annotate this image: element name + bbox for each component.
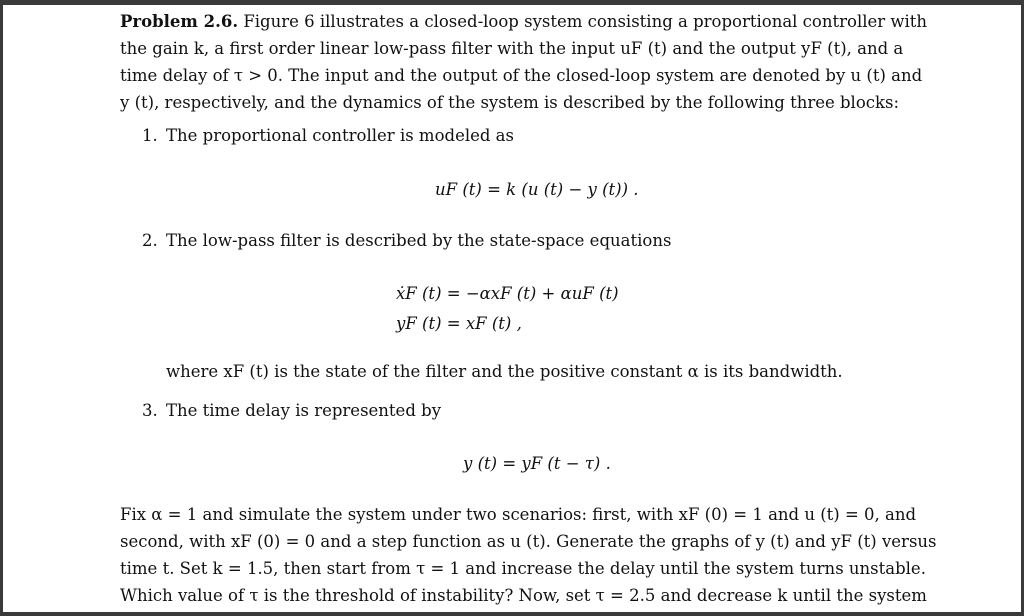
closing-line-3: time t. Set k = 1.5, then start from τ = 1 and increase the delay until the system turns unstable. <box>120 559 926 578</box>
item-1-text: The proportional controller is modeled as <box>166 126 514 145</box>
intro-line-4: y (t), respectively, and the dynamics of the system is described by the following three blocks: <box>120 93 900 112</box>
item-1-number: 1. <box>142 126 158 145</box>
intro-text-1: Figure 6 illustrates a closed-loop system consisting a proportional controller with <box>243 12 928 31</box>
item-1-equation: uF (t) = k (u (t) − y (t)) . <box>435 180 639 199</box>
item-2-text: The low-pass filter is described by the state-space equations <box>166 231 672 250</box>
intro-line-3: time delay of τ > 0. The input and the output of the closed-loop system are denoted by u (t) and <box>120 66 923 85</box>
item-2-number: 2. <box>142 231 158 250</box>
window-bottom-border <box>0 612 1024 616</box>
window-left-border <box>0 0 3 616</box>
intro-line-1 <box>120 8 927 35</box>
item-3-equation: y (t) = yF (t − τ) . <box>463 454 611 473</box>
item-2-note: where xF (t) is the state of the filter and the positive constant α is its bandwidth. <box>166 362 843 381</box>
problem-heading: Problem 2.6. <box>120 12 239 31</box>
closing-line-1: Fix α = 1 and simulate the system under two scenarios: first, with xF (0) = 1 and u (t) = 0, and <box>120 505 917 524</box>
closing-line-2: second, with xF (0) = 0 and a step function as u (t). Generate the graphs of y (t) and yF (t) versus <box>120 532 937 551</box>
item-3-text: The time delay is represented by <box>166 401 442 420</box>
item-3-number: 3. <box>142 401 158 420</box>
closing-line-4: Which value of τ is the threshold of instability? Now, set τ = 2.5 and decrease k until the system <box>120 586 927 605</box>
intro-line-2: the gain k, a first order linear low-pass filter with the input uF (t) and the output yF (t), and a <box>120 39 904 58</box>
item-2-equation-line-2: yF (t) = xF (t) , <box>396 314 522 333</box>
item-2-equation-line-1: ẋF (t) = −αxF (t) + αuF (t) <box>396 284 619 303</box>
window-top-border <box>0 0 1024 5</box>
